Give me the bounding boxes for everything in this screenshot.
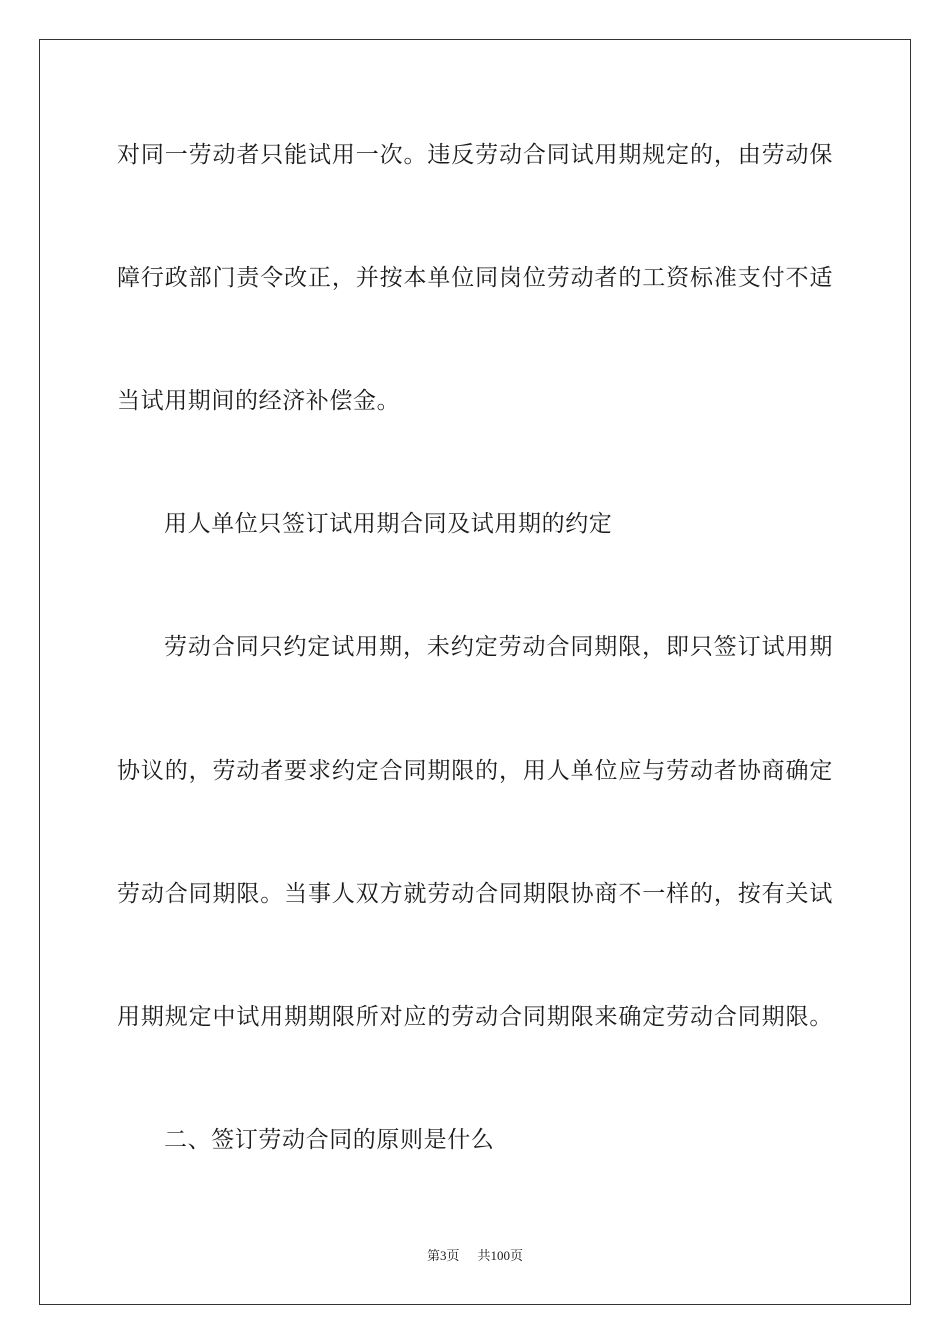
page-total: 共100页 xyxy=(477,1248,524,1263)
page-footer xyxy=(0,1247,950,1265)
paragraph-line: 劳动合同只约定试用期，未约定劳动合同期限，即只签订试用期 xyxy=(164,634,833,660)
paragraph-line: 协议的，劳动者要求约定合同期限的，用人单位应与劳动者协商确定 xyxy=(117,758,833,784)
paragraph-line: 当试用期间的经济补偿金。 xyxy=(117,388,401,414)
section-heading: 用人单位只签订试用期合同及试用期的约定 xyxy=(164,511,613,537)
section-heading: 二、签订劳动合同的原则是什么 xyxy=(164,1127,495,1153)
page-number: 第3页 xyxy=(426,1248,460,1263)
paragraph-line: 对同一劳动者只能试用一次。违反劳动合同试用期规定的，由劳动保 xyxy=(117,142,833,168)
paragraph-line: 劳动合同期限。当事人双方就劳动合同期限协商不一样的，按有关试 xyxy=(117,881,833,907)
page-border xyxy=(39,39,911,1305)
paragraph-line: 用期规定中试用期期限所对应的劳动合同期限来确定劳动合同期限。 xyxy=(117,1004,833,1030)
paragraph-line: 障行政部门责令改正，并按本单位同岗位劳动者的工资标准支付不适 xyxy=(117,265,833,291)
